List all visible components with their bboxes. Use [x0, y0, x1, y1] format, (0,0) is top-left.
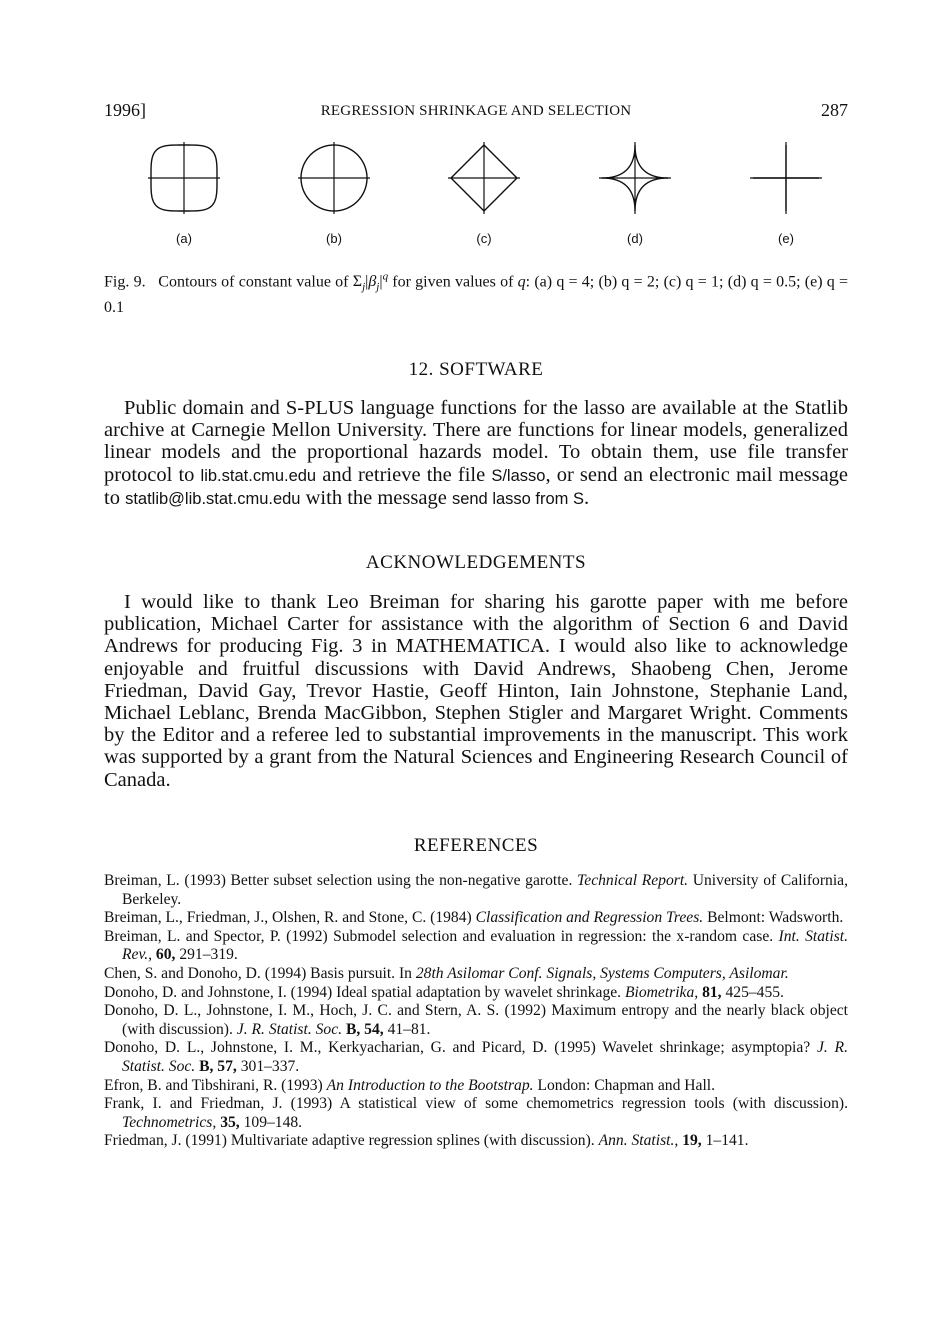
reference-source: Biometrika, [624, 983, 699, 1001]
reference-text: Frank, I. and Friedman, J. (1993) A statistical view of some chemometrics regression tools (with discussion). [104, 1095, 848, 1113]
reference-volume: 35, [220, 1113, 240, 1131]
reference-volume: B, 54, [345, 1020, 384, 1038]
contour-plot-b [294, 138, 374, 218]
reference-item [104, 984, 848, 1003]
reference-text: Breiman, L., Friedman, J., Olshen, R. and Stone, C. (1984) [104, 909, 476, 927]
reference-item [104, 1095, 848, 1132]
reference-text: Donoho, D. and Johnstone, I. (1994) Ideal spatial adaptation by wavelet shrinkage. [104, 983, 625, 1001]
reference-item [104, 928, 848, 965]
email-address: statlib@lib.stat.cmu.edu [125, 489, 301, 508]
reference-source: J. R. Statist. Soc. [122, 1039, 848, 1075]
reference-pages: University of California, Berkeley. [122, 872, 848, 908]
contour-panel-e [746, 138, 826, 248]
reference-list [104, 872, 848, 1151]
panel-label-c: (c) [476, 231, 492, 246]
section-heading-software: 12. SOFTWARE [408, 359, 544, 380]
reference-volume: 60, [155, 946, 176, 964]
contour-plot-c [444, 138, 524, 218]
caption-case-b: (b) q = 2; [598, 273, 660, 291]
reference-source: Ann. Statist., [598, 1132, 679, 1150]
reference-pages: 41–81. [387, 1020, 431, 1038]
software-paragraph: Public domain and S-PLUS language functions for the lasso are available at the Statlib archive at Carnegie Mellon University. There are functions for linear models, generalized linear models and the proportional hazards model. To obtain them, use file transfer protocol to lib.stat.cmu.edu and retrieve the file S/lasso, or send an electronic mail message to statlib@lib.stat.cmu.edu with the message send lasso from S. [104, 397, 849, 509]
panel-label-e: (e) [778, 231, 794, 246]
reference-volume: B, 57, [199, 1057, 237, 1075]
reference-pages: 425–455. [725, 983, 784, 1001]
reference-item [104, 909, 848, 928]
caption-text-1: Contours of constant value of [158, 273, 349, 291]
contour-plot-a [144, 138, 224, 218]
running-title: REGRESSION SHRINKAGE AND SELECTION [320, 103, 632, 119]
reference-source: Technical Report. [577, 872, 689, 889]
contour-panel-b [294, 138, 374, 248]
file-name: S/lasso [491, 466, 546, 485]
reference-text: Efron, B. and Tibshirani, R. (1993) [104, 1076, 327, 1094]
section-heading-acknowledgements: ACKNOWLEDGEMENTS [365, 552, 587, 573]
reference-item [104, 1039, 848, 1076]
reference-text: Donoho, D. L., Johnstone, I. M., Hoch, J. C. and Stern, A. S. (1992) Maximum entropy and the nearly black object (with discussion). [104, 1002, 848, 1038]
reference-item [104, 965, 848, 984]
reference-source: Technometrics, [122, 1113, 217, 1131]
reference-volume: 19, [682, 1132, 702, 1150]
caption-case-d: (d) q = 0.5; [727, 273, 801, 291]
panel-label-d: (d) [627, 231, 643, 246]
reference-text: Chen, S. and Donoho, D. (1994) Basis pursuit. In [104, 964, 416, 982]
caption-case-a: (a) q = 4; [534, 273, 595, 291]
caption-text-2: for given values of [392, 273, 514, 291]
figure-caption: Fig. 9. Contours of constant value of $\Sigma_j|\beta_j|^q$ for given values of q: (a) q = 4; (b) q = 2; (c) q = 1; (d) q = 0.5; (e) q = 0.1 [104, 271, 849, 316]
caption-prefix: Fig. 9. [104, 273, 146, 291]
reference-item [104, 1077, 848, 1096]
caption-case-c: (c) q = 1; [663, 273, 724, 291]
reference-volume: 81, [702, 983, 722, 1001]
reference-pages: 1–141. [705, 1132, 749, 1150]
figure-9 [104, 138, 848, 248]
contour-panel-a [144, 138, 224, 248]
reference-source: 28th Asilomar Conf. Signals, Systems Computers, Asilomar. [415, 964, 789, 982]
reference-text: Friedman, J. (1991) Multivariate adaptive regression splines (with discussion). [104, 1132, 599, 1150]
reference-text: Breiman, L. (1993) Better subset selection using the non-negative garotte. [104, 872, 578, 889]
reference-item [104, 1002, 848, 1039]
reference-pages: 109–148. [243, 1113, 303, 1131]
reference-pages: Belmont: Wadsworth. [707, 909, 844, 927]
reference-source: An Introduction to the Bootstrap. [326, 1076, 534, 1094]
page-number: 287 [821, 100, 848, 120]
reference-source: Int. Statist. Rev., [122, 927, 848, 964]
reference-item [104, 872, 848, 909]
ftp-host: lib.stat.cmu.edu [200, 466, 317, 485]
contour-panel-c [444, 138, 524, 248]
reference-source: J. R. Statist. Soc. [236, 1020, 343, 1038]
panel-label-a: (a) [176, 231, 192, 246]
reference-pages: 301–337. [240, 1057, 300, 1075]
caption-q: q [517, 273, 526, 291]
email-message: send lasso from S [451, 489, 585, 508]
running-head [104, 100, 848, 124]
panel-label-b: (b) [326, 231, 342, 246]
contour-plot-d [595, 138, 675, 218]
reference-item [104, 1132, 848, 1151]
volume-year: 1996] [104, 100, 146, 120]
caption-formula: $\Sigma_j|\beta_j|^q$ [352, 271, 389, 294]
caption-case-e: (e) q = 0.1 [104, 273, 849, 316]
contour-plot-e [746, 138, 826, 218]
reference-source: Classification and Regression Trees. [475, 909, 704, 927]
reference-text: Breiman, L. and Spector, P. (1992) Submodel selection and evaluation in regression: the x-random case. [104, 927, 779, 945]
contour-panel-d [595, 138, 675, 248]
reference-text: Donoho, D. L., Johnstone, I. M., Kerkyacharian, G. and Picard, D. (1995) Wavelet shrinkage; asymptopia? [104, 1039, 817, 1057]
section-heading-references: REFERENCES [413, 835, 539, 856]
reference-pages: 291–319. [179, 946, 238, 964]
reference-pages: London: Chapman and Hall. [537, 1076, 716, 1094]
acknowledgements-paragraph: I would like to thank Leo Breiman for sharing his garotte paper with me before publication, Michael Carter for assistance with the algorithm of Section 6 and David Andrews for producing Fig. 3 in MATHEMATICA. I would also like to acknowledge enjoyable and fruitful discussions with David Andrews, Shaobeng Chen, Jerome Friedman, David Gay, Trevor Hastie, Geoff Hinton, Iain Johnstone, Stephanie Land, Michael Leblanc, Brenda MacGibbon, Stephen Stigler and Margaret Wright. Comments by the Editor and a referee led to substantial improvements in the manuscript. This work was supported by a grant from the Natural Sciences and Engineering Research Council of Canada. [104, 591, 848, 791]
